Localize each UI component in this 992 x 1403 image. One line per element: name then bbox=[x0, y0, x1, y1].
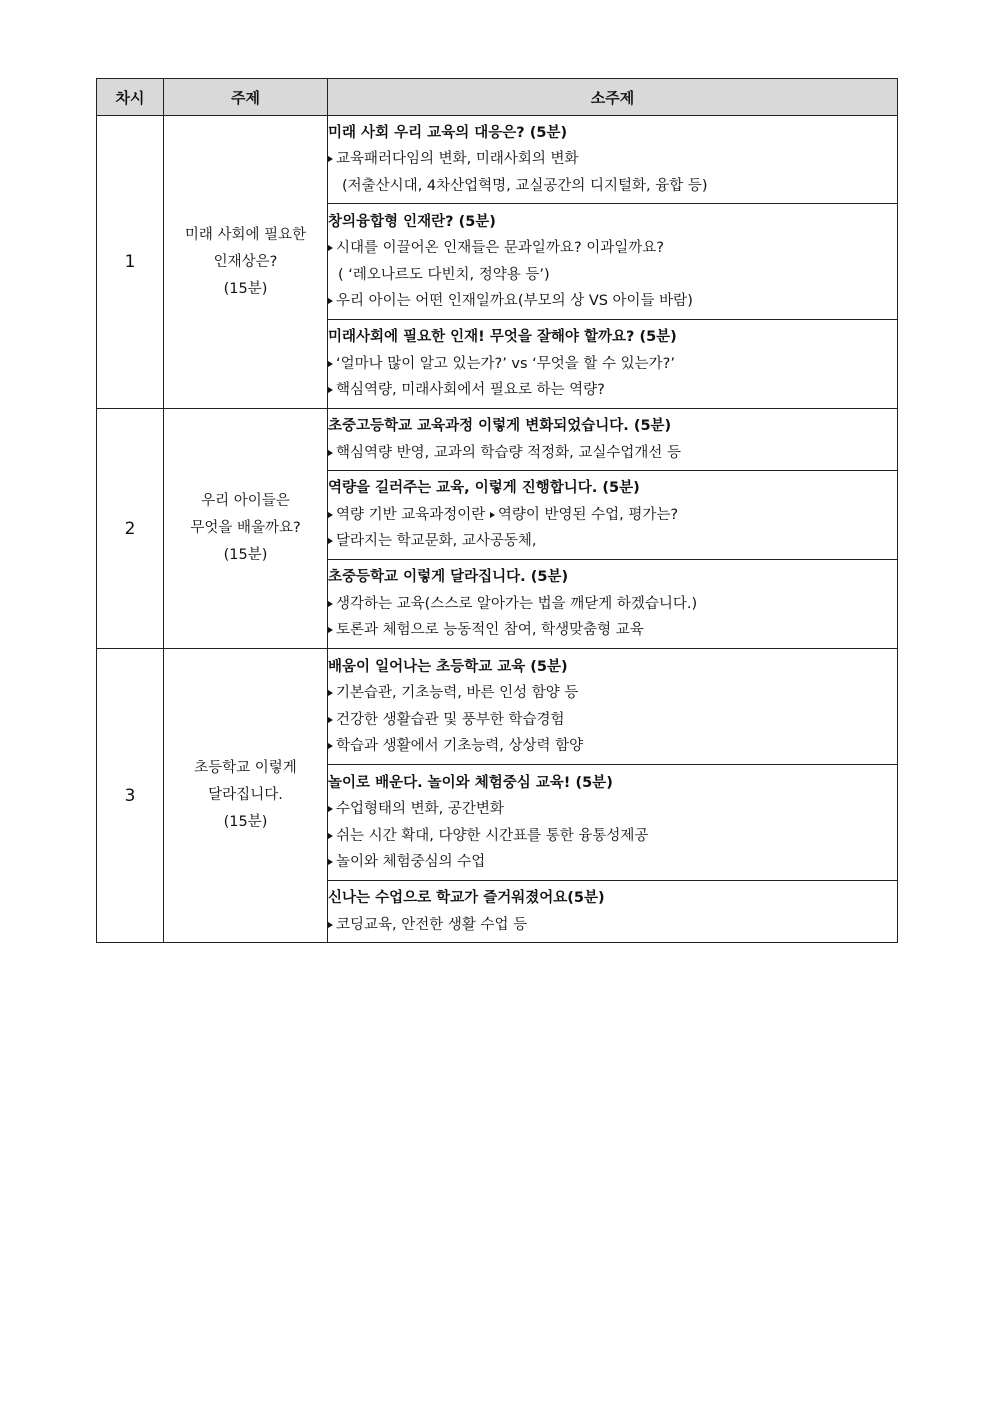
session-number: 3 bbox=[97, 649, 164, 943]
table-row bbox=[97, 116, 898, 204]
subtopic-cell bbox=[328, 409, 898, 471]
subtopic-item: 역량 기반 교육과정이란 역량이 반영된 수업, 평가는? bbox=[328, 502, 897, 529]
topic-text: 초등학교 이렇게 bbox=[194, 760, 297, 776]
topic-text: 달라집니다. bbox=[208, 787, 283, 803]
subtopic-item: 핵심역량, 미래사회에서 필요로 하는 역량? bbox=[328, 377, 897, 404]
topic-duration: (15분) bbox=[223, 814, 268, 830]
subtopic-cell bbox=[328, 560, 898, 649]
triangle-bullet-icon bbox=[328, 450, 333, 456]
triangle-bullet-icon bbox=[328, 743, 333, 749]
subtopic-item: 핵심역량 반영, 교과의 학습량 적정화, 교실수업개선 등 bbox=[328, 440, 897, 467]
triangle-bullet-icon bbox=[490, 512, 495, 518]
header-session: 차시 bbox=[97, 79, 164, 116]
topic-text: 우리 아이들은 bbox=[201, 493, 290, 509]
subtopic-item: ‘얼마나 많이 알고 있는가?’ vs ‘무엇을 할 수 있는가?’ bbox=[328, 351, 897, 378]
session-number: 2 bbox=[97, 409, 164, 649]
subtopic-cell bbox=[328, 320, 898, 409]
subtopic-item: ( ‘레오나르도 다빈치, 정약용 등’) bbox=[338, 266, 550, 283]
triangle-bullet-icon bbox=[328, 833, 333, 839]
subtopic-item: 수업형태의 변화, 공간변화 bbox=[328, 796, 897, 823]
subtopic-item: 우리 아이는 어떤 인재일까요(부모의 상 VS 아이들 바람) bbox=[328, 288, 897, 315]
topic-text: 미래 사회에 필요한 bbox=[184, 226, 307, 243]
topic-text: 인재상은? bbox=[213, 253, 278, 270]
subtopic-title: 미래 사회 우리 교육의 대응은? (5분) bbox=[328, 124, 568, 141]
subtopic-item: 쉬는 시간 확대, 다양한 시간표를 통한 융통성제공 bbox=[328, 823, 897, 850]
curriculum-table bbox=[96, 78, 898, 943]
subtopic-title: 배움이 일어나는 초등학교 교육 (5분) bbox=[328, 658, 568, 675]
subtopic-item: 생각하는 교육(스스로 알아가는 법을 깨닫게 하겠습니다.) bbox=[328, 591, 897, 618]
triangle-bullet-icon bbox=[328, 387, 333, 393]
subtopic-item: 시대를 이끌어온 인재들은 문과일까요? 이과일까요? bbox=[328, 235, 897, 262]
table-header-row bbox=[97, 79, 898, 116]
triangle-bullet-icon bbox=[328, 361, 333, 367]
subtopic-item: 기본습관, 기초능력, 바른 인성 함양 등 bbox=[328, 680, 897, 707]
subtopic-title: 초중등학교 이렇게 달라집니다. (5분) bbox=[328, 569, 569, 586]
topic-duration: (15분) bbox=[223, 547, 268, 563]
subtopic-title: 초중고등학교 교육과정 이렇게 변화되었습니다. (5분) bbox=[328, 418, 672, 434]
triangle-bullet-icon bbox=[328, 627, 333, 633]
subtopic-item: 코딩교육, 안전한 생활 수업 등 bbox=[328, 912, 897, 939]
triangle-bullet-icon bbox=[328, 690, 333, 696]
subtopic-item: 학습과 생활에서 기초능력, 상상력 함양 bbox=[328, 733, 897, 760]
session-number: 1 bbox=[97, 116, 164, 409]
subtopic-item: 교육패러다임의 변화, 미래사회의 변화 bbox=[328, 146, 897, 173]
topic-text: 무엇을 배울까요? bbox=[190, 520, 301, 536]
subtopic-title: 역량을 길러주는 교육, 이렇게 진행합니다. (5분) bbox=[328, 480, 640, 497]
subtopic-item: (저출산시대, 4차산업혁명, 교실공간의 디지털화, 융합 등) bbox=[342, 177, 708, 194]
subtopic-cell bbox=[328, 765, 898, 881]
triangle-bullet-icon bbox=[328, 538, 333, 544]
header-topic: 주제 bbox=[164, 79, 328, 116]
topic-duration: (15분) bbox=[223, 280, 268, 297]
triangle-bullet-icon bbox=[328, 298, 333, 304]
triangle-bullet-icon bbox=[328, 245, 333, 251]
triangle-bullet-icon bbox=[328, 806, 333, 812]
topic-cell bbox=[164, 116, 328, 409]
subtopic-title: 창의융합형 인재란? (5분) bbox=[328, 213, 496, 230]
subtopic-cell bbox=[328, 881, 898, 943]
triangle-bullet-icon bbox=[328, 859, 333, 865]
subtopic-item: 토론과 체험으로 능동적인 참여, 학생맞춤형 교육 bbox=[328, 617, 897, 644]
triangle-bullet-icon bbox=[328, 601, 333, 607]
subtopic-cell bbox=[328, 471, 898, 560]
subtopic-item: 놀이와 체험중심의 수업 bbox=[328, 849, 897, 876]
triangle-bullet-icon bbox=[328, 717, 333, 723]
table-row bbox=[97, 409, 898, 471]
triangle-bullet-icon bbox=[328, 922, 333, 928]
subtopic-title: 신나는 수업으로 학교가 즐거워졌어요(5분) bbox=[328, 890, 605, 906]
subtopic-item: 건강한 생활습관 및 풍부한 학습경험 bbox=[328, 707, 897, 734]
subtopic-cell bbox=[328, 649, 898, 765]
subtopic-cell bbox=[328, 204, 898, 320]
subtopic-title: 놀이로 배운다. 놀이와 체험중심 교육! (5분) bbox=[328, 774, 613, 791]
header-subtopic: 소주제 bbox=[328, 79, 898, 116]
table-row bbox=[97, 649, 898, 765]
subtopic-item: 달라지는 학교문화, 교사공동체, bbox=[328, 528, 897, 555]
subtopic-cell bbox=[328, 116, 898, 204]
subtopic-title: 미래사회에 필요한 인재! 무엇을 잘해야 할까요? (5분) bbox=[328, 329, 677, 346]
triangle-bullet-icon bbox=[328, 512, 333, 518]
topic-cell bbox=[164, 409, 328, 649]
topic-cell bbox=[164, 649, 328, 943]
triangle-bullet-icon bbox=[328, 156, 333, 162]
